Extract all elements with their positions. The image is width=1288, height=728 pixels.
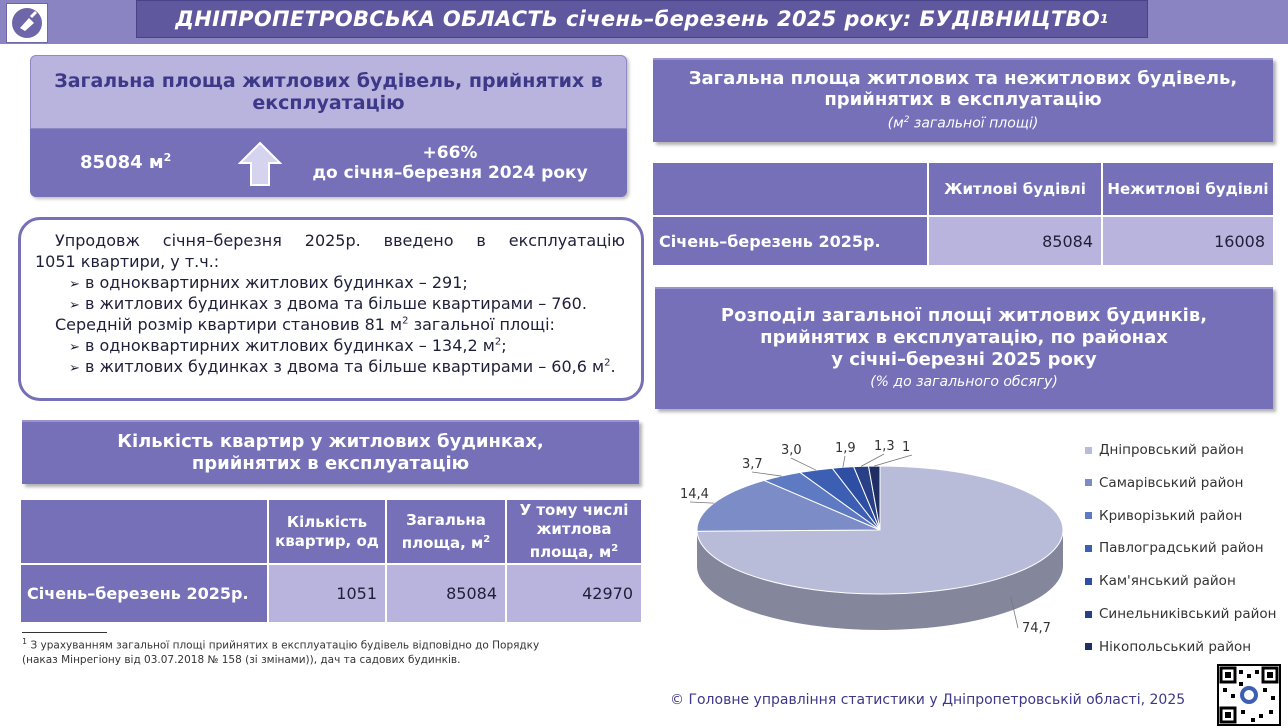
residential-area-value-panel: [30, 129, 627, 197]
pie-data-label-3: 3,0: [781, 443, 802, 458]
pie-data-label-2: 3,7: [742, 457, 763, 472]
legend-swatch-0: [1085, 447, 1092, 454]
apartments-title: Кількість квартир у житлових будинках, прийнятих в експлуатацію: [22, 420, 639, 484]
legend-item-0: [1085, 442, 1244, 458]
footnote: $^1$ З урахуванням загальної площі прийнятих в експлуатацію будівель відповідно до Порядку (наказ Мінрегіону від 03.07.2018 № 158 (зі змінами)), дач та садових будинків.: [22, 635, 632, 667]
legend-swatch-4: [1085, 578, 1092, 585]
buildings-col-nonresidential: Нежитлові будівлі: [1102, 162, 1274, 216]
apartments-col-area: Загальна площа, $м^2$: [386, 499, 506, 564]
legend-swatch-6: [1085, 643, 1092, 650]
apartments-header-empty: [20, 499, 268, 564]
pie-data-label-6: 1: [902, 440, 910, 455]
apartments-value-count: 1051: [268, 564, 386, 623]
pie-data-label-1: 14,4: [680, 487, 709, 502]
legend-item-3: [1085, 540, 1264, 556]
residential-area-value: 85084 $м^2$: [80, 151, 171, 173]
pie-leader-2: [752, 472, 781, 476]
apartments-table: [19, 498, 643, 624]
apartments-value-living: 42970: [506, 564, 642, 623]
legend-swatch-3: [1085, 545, 1092, 552]
residential-area-change: +66% до січня–березня 2024 року: [300, 143, 600, 183]
legend-label-5: Синельниківський район: [1099, 606, 1276, 622]
buildings-subtitle: ($м^2$ загальної площі): [888, 110, 1039, 135]
pie-leader-3: [791, 458, 816, 470]
pie-chart: [650, 420, 1080, 660]
legend-swatch-5: [1085, 611, 1092, 618]
apartments-row-label: Січень–березень 2025р.: [20, 564, 268, 623]
legend-label-4: Кам'янський район: [1099, 573, 1236, 589]
summary-line-5: Середній розмір квартири становив 81 $м^2$ загальної площі:: [55, 315, 555, 334]
summary-line-4: ➢ в житлових будинках з двома та більше квартирами – 760.: [69, 294, 587, 313]
legend-item-4: [1085, 573, 1236, 589]
buildings-value-nonresidential: 16008: [1102, 216, 1274, 266]
summary-box: [18, 217, 644, 401]
legend-item-2: [1085, 508, 1242, 524]
buildings-title: Загальна площа житлових та нежитлових будівель, прийнятих в експлуатацію ($м^2$ загальної площі): [653, 58, 1273, 142]
residential-area-title: Загальна площа житлових будівель, прийнятих в експлуатацію: [30, 55, 627, 129]
apartments-col-living: У тому числі житлова площа, $м^2$: [506, 499, 642, 564]
apartments-col-count: Кількість квартир, од: [268, 499, 386, 564]
pie-leader-1: [690, 502, 714, 503]
summary-line-2: 1051 квартири, у т.ч.:: [35, 252, 219, 271]
summary-line-1: Упродовж січня–березня 2025р. введено в експлуатацію: [55, 231, 625, 250]
page-title: ДНІПРОПЕТРОВСЬКА ОБЛАСТЬ січень–березень 2025 року: БУДІВНИЦТВО 1: [136, 0, 1148, 38]
legend-label-2: Криворізький район: [1099, 508, 1242, 524]
copyright: © Головне управління статистики у Дніпропетровській області, 2025: [670, 692, 1185, 708]
legend-label-6: Нікопольський район: [1099, 639, 1251, 655]
buildings-row-label: Січень–березень 2025р.: [652, 216, 928, 266]
summary-line-6: ➢ в одноквартирних житлових будинках – 134,2 $м^2$;: [69, 336, 507, 355]
legend-label-0: Дніпровський район: [1099, 442, 1244, 458]
apartments-value-area: 85084: [386, 564, 506, 623]
legend-swatch-2: [1085, 512, 1092, 519]
buildings-table: [651, 161, 1275, 267]
legend-item-1: [1085, 475, 1244, 491]
footnote-rule: [22, 632, 107, 633]
buildings-header-empty: [652, 162, 928, 216]
pie-data-label-4: 1,9: [835, 441, 856, 456]
legend-item-5: [1085, 606, 1276, 622]
pie-leader-6: [874, 455, 912, 466]
pie-leader-4: [843, 456, 845, 467]
legend-swatch-1: [1085, 479, 1092, 486]
summary-line-7: ➢ в житлових будинках з двома та більше квартирами – 60,6 $м^2$.: [69, 357, 616, 376]
legend-label-3: Павлоградський район: [1099, 540, 1264, 556]
qr-code-icon: [1217, 664, 1281, 726]
pie-data-label-0: 74,7: [1022, 621, 1051, 636]
pie-data-label-5: 1,3: [874, 439, 895, 454]
arrow-up-icon: [238, 141, 282, 191]
buildings-value-residential: 85084: [928, 216, 1102, 266]
distribution-title: Розподіл загальної площі житлових будинків, прийнятих в експлуатацію, по районах у січні–березні 2025 року (% до загального обсягу): [655, 287, 1273, 409]
trowel-icon: [6, 3, 48, 43]
legend-item-6: [1085, 639, 1251, 655]
legend-label-1: Самарівський район: [1099, 475, 1244, 491]
summary-line-3: ➢ в одноквартирних житлових будинках – 291;: [69, 273, 468, 292]
buildings-col-residential: Житлові будівлі: [928, 162, 1102, 216]
